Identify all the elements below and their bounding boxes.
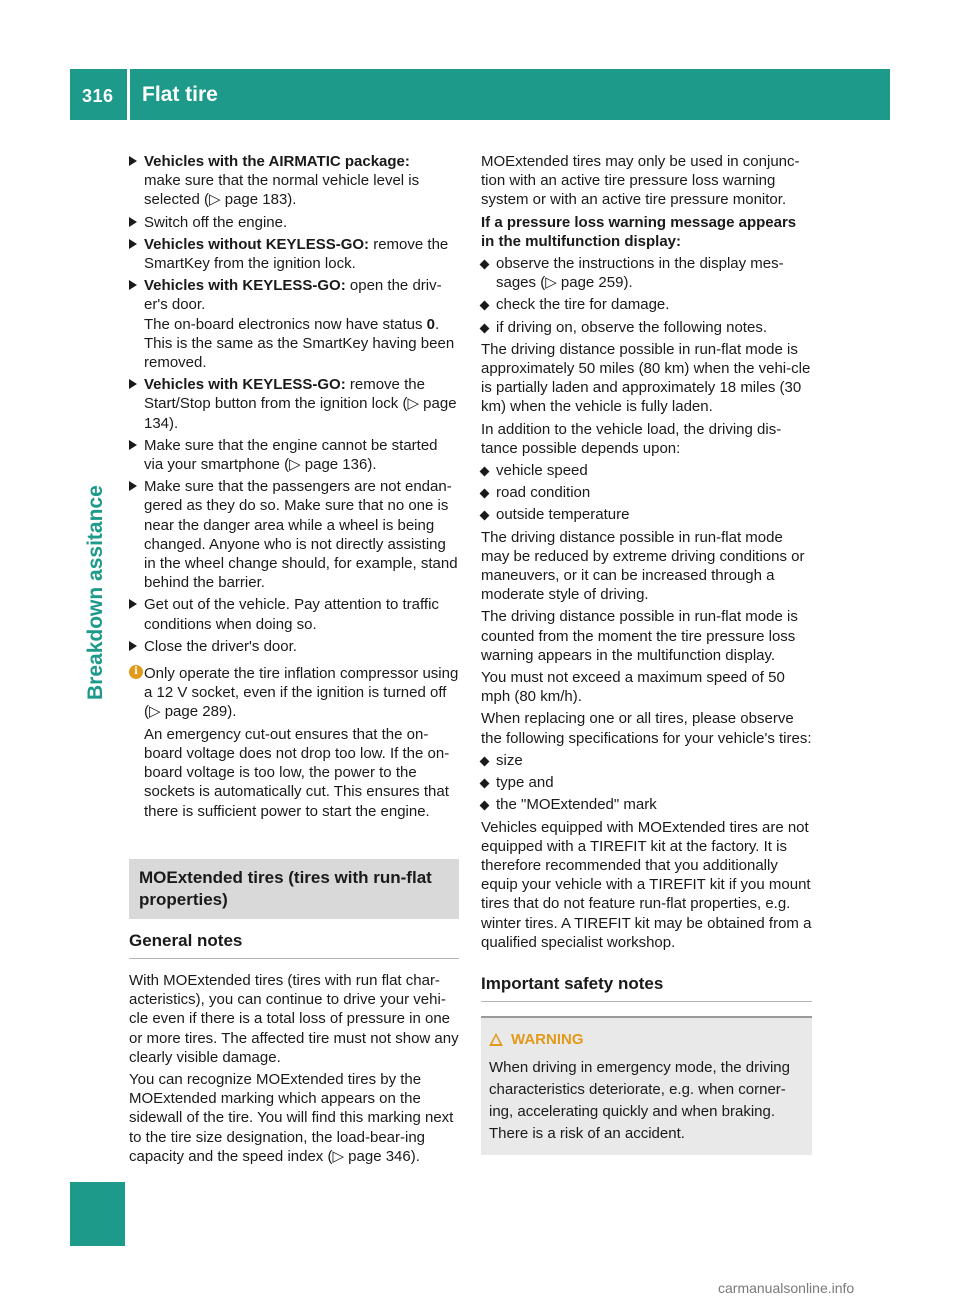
step-item [129,235,459,273]
bullet-icon [480,323,490,333]
step-text: Get out of the vehicle. Pay attention to traffic conditions when doing so. [144,596,439,633]
step-item [129,213,459,232]
step-bold: Vehicles with KEYLESS-GO: [144,277,346,295]
page-title: Flat tire [142,83,218,106]
list-item-text: size [496,751,523,769]
right-p1: MOExtended tires may only be used in conjunc-tion with an active tire pressure loss warning system or with an active tire pressure monitor. [481,153,800,209]
right-column [481,152,812,1155]
right-p6: You must not exceed a maximum speed of 50 mph (80 km/h). [481,669,785,706]
page-header [70,69,890,120]
step-text: open the driv-er's door. [144,277,442,314]
section-title: MOExtended tires (tires with run-flat properties) [129,859,459,919]
warning-label: WARNING [511,1031,584,1049]
list-item-text: outside temperature [496,506,630,524]
list-item-text: check the tire for damage. [496,296,670,314]
general-notes-heading: General notes [129,931,459,959]
step-arrow-icon [129,599,137,609]
right-p8: Vehicles equipped with MOExtended tires are not equipped with a TIREFIT kit at the factory. It is therefore recommended that you additionally equip your vehicle with a TIREFIT kit if you mount tires that do not feature run-flat properties, e.g. winter tires. A TIREFIT kit may be obtained from a qualified specialist workshop. [481,818,812,951]
list-item-text: vehicle speed [496,462,588,480]
bullet-icon [480,511,490,521]
warning-title [489,1030,804,1049]
watermark: carmanualsonline.info [718,1280,855,1296]
step-item [129,152,459,210]
step-arrow-icon [129,440,137,450]
general-notes-p1: With MOExtended tires (tires with run flat char-acteristics), you can continue to drive your vehi-cle even if there is a total loss of pressure in one or more tires. The affected tire must not show any clearly visible damage. [129,971,459,1066]
right-p7: When replacing one or all tires, please observe the following specifications for your vehicle's tires: [481,710,812,747]
step-item [129,375,459,433]
right-p2: The driving distance possible in run-flat mode is approximately 50 miles (80 km) when the vehi-cle is partially laden and approximately 18 miles (30 km) when the vehicle is fully laden. [481,340,811,416]
step-arrow-icon [129,481,137,491]
list-item-text: observe the instructions in the display mes-sages (▷ page 259). [496,255,784,292]
right-p3: In addition to the vehicle load, the driving dis-tance possible depends upon: [481,420,782,457]
list-item-text: road condition [496,484,591,502]
step-text: make sure that the normal vehicle level is selected (▷ page 183). [144,172,420,209]
page-number: 316 [82,86,114,106]
warning-box [481,1016,812,1155]
step-arrow-icon [129,217,137,227]
step-item [129,436,459,474]
right-p4: The driving distance possible in run-flat mode may be reduced by extreme driving conditions or maneuvers, or it can be increased through a moderate style of driving. [481,528,805,604]
info-text-2: An emergency cut-out ensures that the on-board voltage does not drop too low. If the on-board voltage is too low, the power to the sockets is automatically cut. This ensures that there is sufficient power to start the engine. [144,725,450,820]
step-text: Switch off the engine. [144,213,288,231]
list-item [481,295,812,314]
bullet-icon [480,301,490,311]
info-text-1: Only operate the tire inflation compressor using a 12 V socket, even if the ignition is turned off (▷ page 289). [144,665,459,721]
list-item-text: type and [496,774,554,792]
onboard-text-2: . This is the same as the SmartKey having been removed. [144,315,455,372]
list-item [481,773,812,792]
side-chapter-label: Breakdown assitance [84,485,107,700]
warning-icon [489,1033,503,1046]
bullet-icon [480,779,490,789]
onboard-text-1: The on-board electronics now have status [144,315,427,333]
pressure-loss-heading: If a pressure loss warning message appears in the multifunction display: [481,213,797,250]
list-item [481,318,812,337]
left-column [129,152,459,1169]
safety-notes-heading: Important safety notes [481,974,812,1002]
bullet-icon [480,467,490,477]
warning-text: When driving in emergency mode, the driving characteristics deteriorate, e.g. when corner-ing, accelerating quickly and when braking. There is a risk of an accident. [489,1059,790,1143]
bullet-icon [480,801,490,811]
step-text: Close the driver's door. [144,637,297,655]
step-arrow-icon [129,379,137,389]
step-bold: Vehicles without KEYLESS-GO: [144,235,370,253]
header-divider [127,69,130,120]
step-arrow-icon [129,239,137,249]
onboard-status: 0 [426,315,435,333]
step-item [129,595,459,633]
info-icon: i [129,665,143,679]
bullet-icon [480,260,490,270]
list-item [481,795,812,814]
bullet-icon [480,756,490,766]
side-chapter-block [70,1182,125,1246]
general-notes-p2: You can recognize MOExtended tires by the MOExtended marking which appears on the sidewall of the tire. You will find this marking next to the tire size designation, the load-bear-ing capacity and the speed index (▷ page 346). [129,1070,454,1165]
list-item [481,751,812,770]
list-item [481,254,812,292]
step-item [129,276,459,372]
right-bold-heading [481,213,812,251]
list-item-text: if driving on, observe the following notes. [496,318,767,336]
step-bold: Vehicles with KEYLESS-GO: [144,376,346,394]
bullet-icon [480,489,490,499]
step-arrow-icon [129,156,137,166]
step-bold: Vehicles with the AIRMATIC package: [144,153,410,170]
list-item [481,505,812,524]
list-item-text: the "MOExtended" mark [496,796,657,814]
step-item [129,637,459,656]
step-arrow-icon [129,280,137,290]
step-text: remove the Start/Stop button from the ignition lock (▷ page 134). [144,376,457,432]
step-text: remove the SmartKey from the ignition lock. [144,235,449,273]
list-item [481,461,812,480]
step-item [129,477,459,592]
info-note [129,664,459,821]
step-text: Make sure that the engine cannot be started via your smartphone (▷ page 136). [144,436,438,474]
step-arrow-icon [129,641,137,651]
list-item [481,483,812,502]
right-p5: The driving distance possible in run-flat mode is counted from the moment the tire pressure loss warning appears in the multifunction display. [481,608,798,664]
step-text: Make sure that the passengers are not endan-gered as they do so. Make sure that no one is near the danger area while a wheel is being changed. Anyone who is not directly assisting in the wheel change should, for example, stand behind the barrier. [144,478,458,592]
